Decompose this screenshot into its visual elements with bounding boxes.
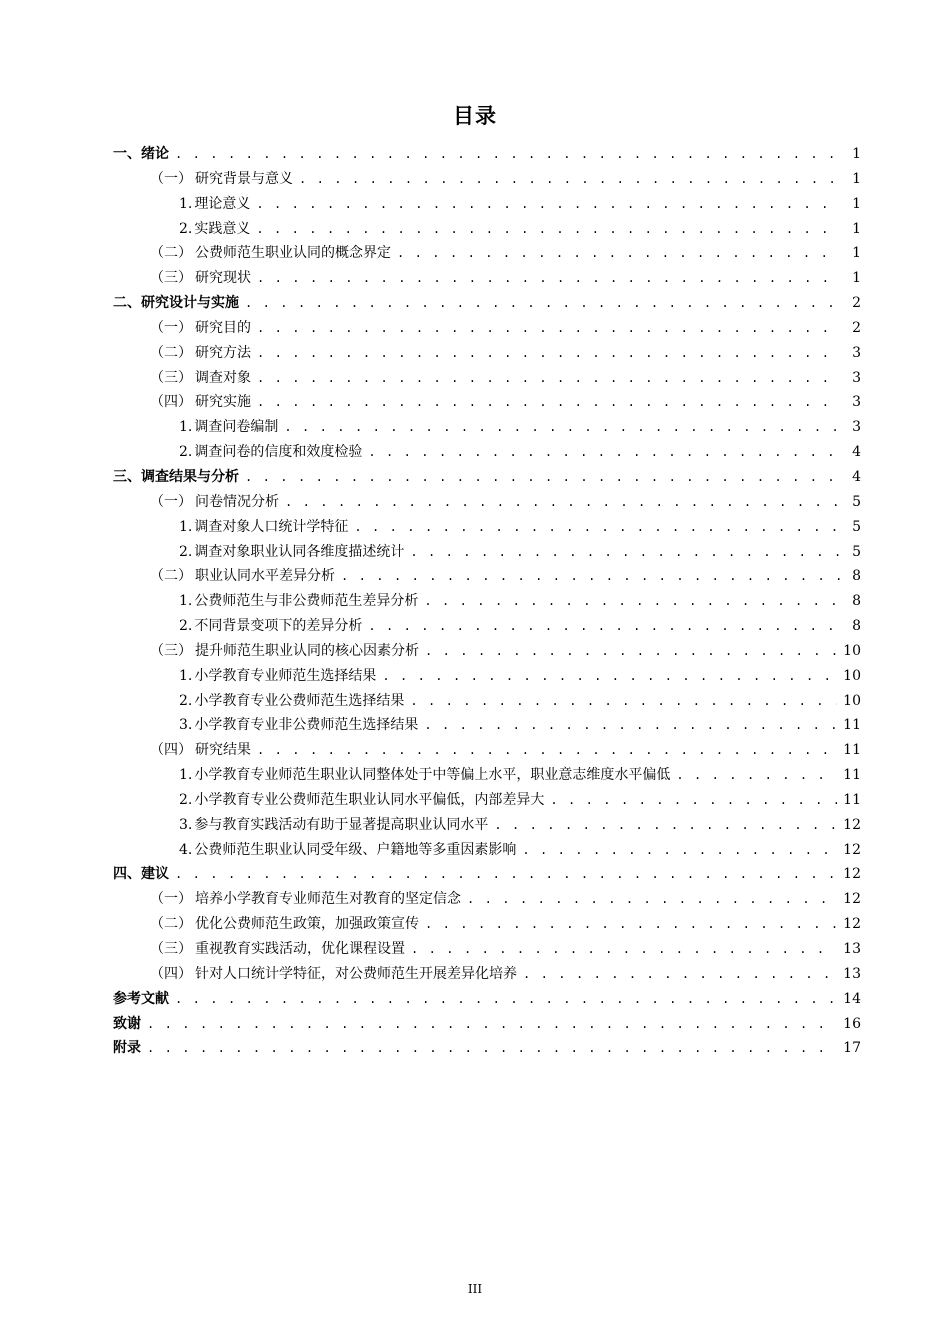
toc-entry-page: 2 — [852, 295, 861, 312]
dot-leader — [425, 912, 837, 937]
toc-entry[interactable] — [113, 639, 861, 664]
toc-entry[interactable] — [113, 713, 861, 738]
dot-leader — [368, 440, 841, 465]
toc-entry-number: （三） — [150, 369, 192, 386]
page-footer-number: III — [467, 1282, 483, 1296]
toc-entry-page: 8 — [852, 568, 861, 585]
toc-entry-page: 1 — [852, 245, 861, 262]
dot-leader — [676, 763, 837, 788]
toc-entry-page: 3 — [852, 344, 861, 361]
dot-leader — [368, 614, 841, 639]
toc-entry-label: 参与教育实践活动有助于显著提高职业认同水平 — [194, 816, 489, 833]
dot-leader — [257, 266, 841, 291]
dot-leader — [257, 366, 841, 391]
toc-entry-page: 13 — [843, 965, 861, 982]
toc-entry-number: 2. — [179, 618, 193, 635]
dot-leader — [523, 962, 837, 987]
toc-entry-page: 10 — [843, 667, 861, 684]
dot-leader — [522, 838, 837, 863]
toc-entry-page: 1 — [852, 195, 861, 212]
toc-entry[interactable] — [113, 862, 861, 887]
table-of-contents — [113, 142, 861, 1061]
dot-leader — [299, 167, 841, 192]
toc-entry[interactable] — [113, 1036, 861, 1061]
toc-entry-page: 12 — [843, 916, 861, 933]
dot-leader — [285, 490, 841, 515]
toc-entry-label: 公费师范生职业认同的概念界定 — [195, 245, 391, 262]
toc-entry-number: 1. — [179, 767, 193, 784]
toc-entry-page: 14 — [843, 990, 861, 1007]
toc-entry-label: 研究方法 — [195, 344, 251, 361]
dot-leader — [341, 564, 841, 589]
toc-entry-label: 调查对象职业认同各维度描述统计 — [194, 543, 405, 560]
toc-entry[interactable] — [113, 515, 861, 540]
toc-entry[interactable] — [113, 316, 861, 341]
toc-entry-label: 问卷情况分析 — [195, 493, 279, 510]
toc-entry-page: 1 — [852, 220, 861, 237]
toc-entry-number: （四） — [150, 965, 192, 982]
toc-entry-number: 1. — [179, 593, 193, 610]
toc-entry[interactable] — [113, 540, 861, 565]
toc-entry[interactable] — [113, 415, 861, 440]
toc-entry[interactable] — [113, 813, 861, 838]
toc-entry-label: 调查问卷编制 — [194, 419, 279, 436]
toc-entry-page: 12 — [843, 841, 861, 858]
toc-entry-page: 1 — [852, 270, 861, 287]
toc-entry-page: 3 — [852, 394, 861, 411]
toc-entry-number: （四） — [150, 394, 192, 411]
toc-entry-label: 参考文献 — [113, 990, 169, 1007]
toc-entry-page: 11 — [843, 742, 861, 759]
toc-entry-page: 12 — [843, 866, 861, 883]
dot-leader — [424, 713, 837, 738]
toc-entry-label: 致谢 — [113, 1015, 141, 1032]
toc-entry-label: 研究目的 — [195, 319, 251, 336]
toc-entry-number: 2. — [179, 444, 193, 461]
toc-entry-page: 12 — [843, 891, 861, 908]
toc-entry-label: 调查对象 — [195, 369, 251, 386]
toc-entry-label: 实践意义 — [194, 220, 251, 237]
toc-entry[interactable] — [113, 987, 861, 1012]
toc-entry-number: （一） — [150, 319, 192, 336]
dot-leader — [257, 341, 841, 366]
toc-entry-page: 16 — [843, 1015, 861, 1032]
toc-entry-number: 2. — [179, 791, 193, 808]
toc-entry-number: 2. — [179, 220, 193, 237]
toc-entry-number: （三） — [150, 270, 192, 287]
toc-title: 目录 — [453, 104, 497, 128]
toc-entry[interactable] — [113, 738, 861, 763]
toc-entry-label: 小学教育专业公费师范生职业认同水平偏低，内部差异大 — [194, 791, 545, 808]
dot-leader — [397, 241, 841, 266]
toc-entry[interactable] — [113, 440, 861, 465]
toc-entry-number: （四） — [150, 742, 192, 759]
toc-entry[interactable] — [113, 142, 861, 167]
toc-entry-number: 四、 — [113, 866, 141, 883]
dot-leader — [175, 987, 837, 1012]
dot-leader — [245, 291, 841, 316]
dot-leader — [147, 1036, 837, 1061]
toc-entry[interactable] — [113, 838, 861, 863]
toc-entry-page: 3 — [852, 369, 861, 386]
toc-entry-label: 绪论 — [141, 146, 169, 162]
dot-leader — [354, 515, 841, 540]
toc-entry-number: （二） — [150, 245, 192, 262]
toc-entry-page: 1 — [852, 170, 861, 187]
dot-leader — [550, 788, 837, 813]
toc-entry-number: （三） — [150, 642, 192, 659]
toc-entry-number: 3. — [179, 717, 193, 734]
toc-entry-page: 1 — [852, 146, 861, 162]
toc-entry-page: 4 — [852, 468, 861, 485]
toc-entry[interactable] — [113, 341, 861, 366]
toc-entry-page: 8 — [852, 593, 861, 610]
toc-entry-page: 17 — [843, 1040, 861, 1057]
toc-entry[interactable] — [113, 689, 861, 714]
toc-entry-label: 重视教育实践活动，优化课程设置 — [195, 941, 405, 957]
toc-entry-label: 小学教育专业非公费师范生选择结果 — [194, 717, 419, 734]
toc-entry-page: 4 — [852, 444, 861, 461]
toc-entry-label: 研究设计与实施 — [141, 295, 239, 312]
dot-leader — [382, 664, 837, 689]
toc-entry[interactable] — [113, 887, 861, 912]
toc-entry-number: 1. — [179, 667, 193, 684]
dot-leader — [257, 390, 841, 415]
toc-entry[interactable] — [113, 217, 861, 242]
toc-entry-page: 2 — [852, 319, 861, 336]
toc-entry-number: 3. — [179, 816, 193, 833]
toc-entry-page: 5 — [852, 543, 861, 560]
toc-entry-label: 调查问卷的信度和效度检验 — [194, 444, 363, 461]
toc-entry[interactable] — [113, 291, 861, 316]
toc-entry-page: 12 — [843, 816, 861, 833]
toc-entry-label: 小学教育专业师范生职业认同整体处于中等偏上水平，职业意志维度水平偏低 — [194, 767, 671, 784]
toc-entry[interactable] — [113, 490, 861, 515]
toc-entry-label: 调查对象人口统计学特征 — [194, 518, 349, 535]
toc-entry-page: 5 — [852, 493, 861, 510]
toc-entry-label: 小学教育专业师范生选择结果 — [194, 667, 377, 684]
toc-entry[interactable] — [113, 912, 861, 937]
toc-entry[interactable] — [113, 962, 861, 987]
toc-entry-page: 13 — [843, 941, 861, 957]
toc-entry-page: 11 — [843, 717, 861, 734]
toc-entry[interactable] — [113, 763, 861, 788]
dot-leader — [410, 540, 841, 565]
dot-leader — [467, 887, 837, 912]
toc-entry-number: 1. — [179, 419, 193, 436]
toc-entry[interactable] — [113, 664, 861, 689]
toc-entry-page: 10 — [843, 642, 861, 659]
toc-entry-label: 培养小学教育专业师范生对教育的坚定信念 — [195, 891, 461, 908]
toc-entry-page: 10 — [843, 692, 861, 709]
toc-entry-label: 建议 — [141, 866, 169, 883]
toc-entry-page: 11 — [843, 767, 861, 784]
toc-entry[interactable] — [113, 1012, 861, 1037]
toc-entry-number: （一） — [150, 170, 192, 187]
dot-leader — [175, 142, 841, 167]
toc-entry-number: （一） — [150, 493, 192, 510]
toc-entry[interactable] — [113, 465, 861, 490]
dot-leader — [256, 192, 841, 217]
toc-entry-number: 1. — [179, 518, 193, 535]
toc-entry-page: 3 — [852, 419, 861, 436]
toc-entry-page: 5 — [852, 518, 861, 535]
toc-entry[interactable] — [113, 564, 861, 589]
toc-entry[interactable] — [113, 589, 861, 614]
toc-entry-label: 优化公费师范生政策，加强政策宣传 — [195, 916, 419, 933]
toc-entry-number: （三） — [150, 941, 192, 957]
toc-entry-label: 提升师范生职业认同的核心因素分析 — [195, 642, 419, 659]
toc-entry-number: （二） — [150, 344, 192, 361]
toc-entry[interactable] — [113, 937, 861, 962]
toc-entry-number: 2. — [179, 692, 193, 709]
dot-leader — [245, 465, 841, 490]
toc-entry-label: 小学教育专业公费师范生选择结果 — [194, 692, 405, 709]
dot-leader — [284, 415, 841, 440]
dot-leader — [424, 589, 841, 614]
toc-entry-page: 11 — [843, 791, 861, 808]
toc-entry-label: 研究实施 — [195, 394, 251, 411]
toc-entry-number: 4. — [179, 841, 193, 858]
toc-entry-number: 2. — [179, 543, 193, 560]
dot-leader — [494, 813, 837, 838]
toc-entry-label: 附录 — [113, 1040, 141, 1057]
toc-entry[interactable] — [113, 241, 861, 266]
toc-entry[interactable] — [113, 366, 861, 391]
toc-entry-label: 职业认同水平差异分析 — [195, 568, 335, 585]
dot-leader — [411, 937, 837, 962]
dot-leader — [175, 862, 837, 887]
toc-entry[interactable] — [113, 788, 861, 813]
toc-entry-page: 8 — [852, 618, 861, 635]
toc-entry-number: 二、 — [113, 295, 141, 312]
toc-entry[interactable] — [113, 167, 861, 192]
toc-entry-number: 三、 — [113, 468, 141, 485]
dot-leader — [257, 316, 841, 341]
toc-entry-label: 研究结果 — [195, 742, 251, 759]
toc-entry-number: （二） — [150, 568, 192, 585]
toc-entry-number: （二） — [150, 916, 192, 933]
toc-entry-label: 研究现状 — [195, 270, 251, 287]
toc-entry-label: 调查结果与分析 — [141, 468, 239, 485]
dot-leader — [256, 217, 841, 242]
toc-entry-label: 理论意义 — [194, 195, 251, 212]
toc-entry[interactable] — [113, 390, 861, 415]
dot-leader — [147, 1012, 837, 1037]
dot-leader — [257, 738, 837, 763]
toc-entry-label: 不同背景变项下的差异分析 — [194, 618, 363, 635]
toc-entry-label: 公费师范生与非公费师范生差异分析 — [194, 593, 419, 610]
toc-entry-number: 一、 — [113, 146, 141, 162]
toc-entry[interactable] — [113, 192, 861, 217]
dot-leader — [425, 639, 837, 664]
toc-entry-label: 研究背景与意义 — [195, 170, 293, 187]
toc-entry-number: 1. — [179, 195, 193, 212]
toc-entry[interactable] — [113, 614, 861, 639]
toc-entry[interactable] — [113, 266, 861, 291]
toc-entry-label: 针对人口统计学特征，对公费师范生开展差异化培养 — [195, 965, 517, 982]
toc-entry-number: （一） — [150, 891, 192, 908]
toc-entry-label: 公费师范生职业认同受年级、户籍地等多重因素影响 — [194, 841, 517, 858]
dot-leader — [410, 689, 837, 714]
